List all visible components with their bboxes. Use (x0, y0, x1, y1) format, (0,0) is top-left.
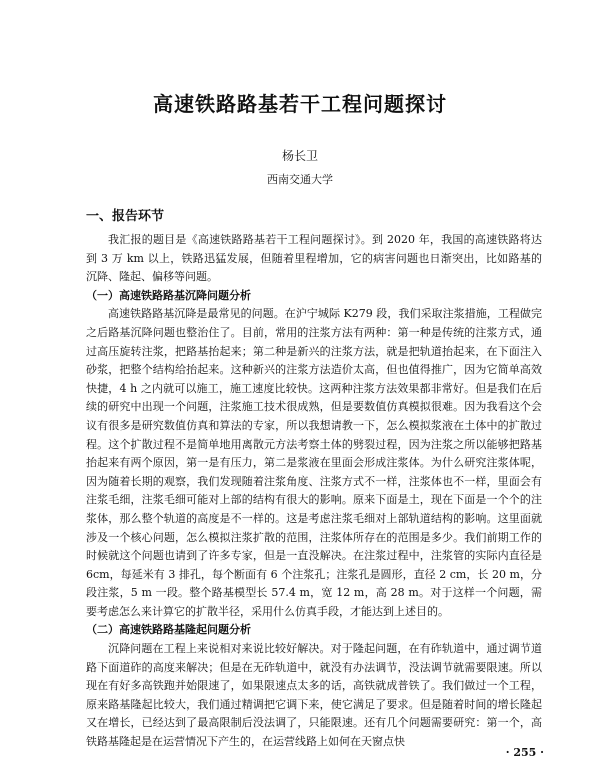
settlement-paragraph: 高速铁路路基沉降是最常见的问题。在沪宁城际 K279 段，我们采取注浆措施，工程做完之后路基沉降问题也整治住了。目前，常用的注浆方法有两种：第一种是传统的注浆方式，通过高压旋转注浆，把路基抬起来；第二种是新兴的注浆方法，就是把轨道抬起来，在下面注入砂浆，把整个结构给抬起来。这种新兴的注浆方法造价太高，但也值得推广，因为它简单高效快捷，4 h 之内就可以施工，施工速度比较快。这两种注浆方法效果都非常好。但是我们在后续的研究中出现一个问题，注浆施工技术很成熟，但是要数值仿真模拟很难。因为我看这个会议有很多是研究数值仿真和算法的专家，所以我想请教一下，怎么模拟浆液在土体中的扩散过程。这个扩散过程不是简单地用离散元方法考察土体的劈裂过程，因为注浆之所以能够把路基抬起来有两个原因，第一是有压力，第二是浆液在里面会形成注浆体。为什么研究注浆体呢，因为随着长期的观察，我们发现随着注浆角度、注浆方式不一样，注浆体也不一样，里面会有注浆毛细，注浆毛细可能对上部的结构有很大的影响。原来下面是土，现在下面是一个个的注浆体，那么整个轨道的高度是不一样的。这是考虑注浆毛细对上部轨道结构的影响。这里面就涉及一个核心问题，怎么模拟注浆扩散的范围，注浆体所存在的范围是多少。我们前期工作的时候就这个问题也请到了许多专家，但是一直没解决。在注浆过程中，注浆管的实际内直径是 6cm，每延米有 3 排孔，每个断面有 6 个注浆孔；注浆孔是圆形，直径 2 cm，长 20 m，分段注浆，5 m 一段。整个路基模型长 57.4 m，宽 12 m，高 28 m。对于这样一个问题，需要考虑怎么来计算它的扩散半径，采用什么仿真手段，才能达到上述目的。 (86, 307, 542, 618)
subsection-heading-heave: （二）高速铁路路基隆起问题分析 (86, 623, 251, 637)
body-text (86, 231, 542, 752)
heave-paragraph: 沉降问题在工程上来说相对来说比较好解决。对于隆起问题，在有砟轨道中，通过调节道路下面道砟的高度来解决；但是在无砟轨道中，就没有办法调节，没法调节就需要限速。所以现在有好多高铁跑并始限速了，如果限速点太多的话，高铁就成普铁了。我们做过一个工程，原来路基隆起比较大，我们通过精调把它调下来，使它满足了要求。但是随着时间的增长隆起又在增长，已经达到了最高限制后没法调了，只能限速。还有几个问题需要研究：第一个，高铁路基隆起是在运营情况下产生的，在运营线路上如何在天窗点快 (86, 642, 542, 749)
author-name: 杨长卫 (281, 149, 318, 163)
section-heading: 一、报告环节 (86, 209, 165, 224)
paper-title: 高速铁路路基若干工程问题探讨 (153, 92, 447, 116)
intro-paragraph: 我汇报的题目是《高速铁路路基若干工程问题探讨》。到 2020 年，我国的高速铁路将达到 3 万 km 以上，铁路迅猛发展，但随着里程增加，它的病害问题也日渐突出，比如路基的沉降、隆起、偏移等问题。 (86, 233, 542, 284)
page-number: · 255 · (505, 746, 544, 759)
subsection-heading-settlement: （一）高速铁路路基沉降问题分析 (86, 288, 251, 302)
author-affiliation: 西南交通大学 (267, 173, 333, 186)
